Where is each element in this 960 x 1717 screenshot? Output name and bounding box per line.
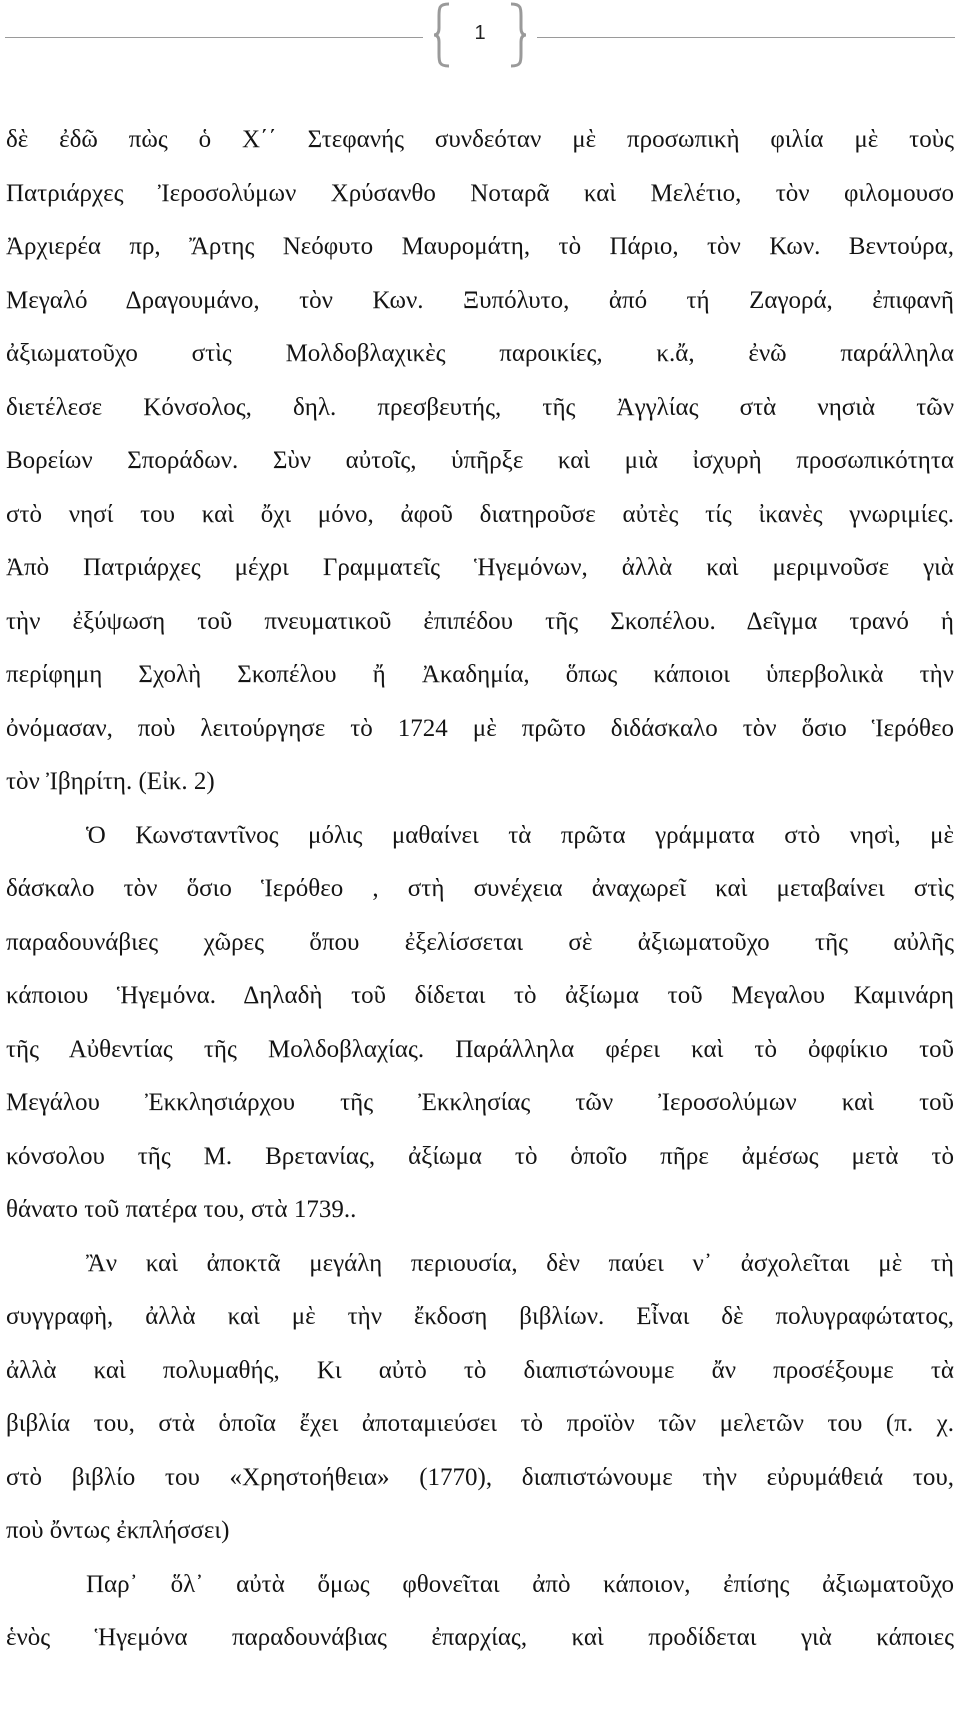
text-line: παραδουνάβιες χῶρες ὅπου ἐξελίσσεται σὲ ἀξιωματοῦχο τῆς αὐλῆς — [6, 928, 954, 956]
text-line: Ὁ Κωνσταντῖνος μόλις μαθαίνει τὰ πρῶτα γράμματα στὸ νησὶ, μὲ — [86, 821, 954, 849]
header-rule-left — [5, 37, 423, 38]
text-line: δὲ ἐδῶ πὼς ὁ Χ΄΄ Στεφανής συνδεόταν μὲ προσωπικὴ φιλία μὲ τοὺς — [6, 126, 954, 153]
header-rule-right — [537, 37, 955, 38]
text-line: ποὺ ὄντως ἐκπλήσσει) — [6, 1517, 230, 1544]
text-line: Μεγαλό Δραγουμάνο, τὸν Κων. Ξυπόλυτο, ἀπό τή Ζαγορά, ἐπιφανῆ — [6, 286, 954, 314]
text-line: περίφημη Σχολὴ Σκοπέλου ἤ Ἀκαδημία, ὅπως κάποιοι ὑπερβολικὰ τὴν — [6, 661, 954, 688]
text-line: θάνατο τοῦ πατέρα του, στὰ 1739.. — [6, 1196, 357, 1223]
text-line: δάσκαλο τὸν ὅσιο Ἱερόθεο , στὴ συνέχεια ἀναχωρεῖ καὶ μεταβαίνει στὶς — [6, 875, 954, 902]
text-line: Βορείων Σποράδων. Σὺν αὐτοῖς, ὑπῆρξε καὶ μιὰ ἰσχυρὴ προσωπικότητα — [6, 447, 954, 474]
text-line: κάποιου Ἡγεμόνα. Δηλαδὴ τοῦ δίδεται τὸ ἀξίωμα τοῦ Μεγαλου Καμινάρη — [6, 982, 954, 1009]
text-line: τὸν Ἰβηρίτη. (Εἰκ. 2) — [6, 768, 215, 795]
text-line: τῆς Αὐθεντίας τῆς Μολδοβλαχίας. Παράλληλα φέρει καὶ τὸ ὀφφίκιο τοῦ — [6, 1035, 954, 1063]
page-header — [0, 0, 960, 80]
text-line: ἀξιωματοῦχο στὶς Μολδοβλαχικὲς παροικίες, κ.ἄ, ἐνῶ παράλληλα — [6, 340, 954, 367]
text-line: κόνσολου τῆς Μ. Βρετανίας, ἀξίωμα τὸ ὁποῖο πῆρε ἀμέσως μετὰ τὸ — [6, 1142, 954, 1170]
text-line: διετέλεσε Κόνσολος, δηλ. πρεσβευτής, τῆς Ἀγγλίας στὰ νησιὰ τῶν — [6, 393, 954, 421]
text-line: στὸ βιβλίο του «Χρηστοήθεια» (1770), διαπιστώνουμε τὴν εὐρυμάθειά του, — [6, 1463, 954, 1491]
text-line: βιβλία του, στὰ ὁποῖα ἔχει ἀποταμιεύσει τὸ προϊὸν τῶν μελετῶν του (π. χ. — [6, 1410, 954, 1437]
page-number-bracket — [433, 2, 527, 68]
text-line: Ἀρχιερέα πρ, Ἄρτης Νεόφυτο Μαυρομάτη, τὸ Πάριο, τὸν Κων. Βεντούρα, — [6, 233, 954, 260]
body-text — [6, 113, 954, 1665]
text-line: ἑνὸς Ἡγεμόνα παραδουνάβιας ἐπαρχίας, καὶ προδίδεται γιὰ κάποιες — [6, 1624, 954, 1651]
page-number: 1 — [474, 22, 486, 44]
text-line: ὀνόμασαν, ποὺ λειτούργησε τὸ 1724 μὲ πρῶτο διδάσκαλο τὸν ὅσιο Ἱερόθεο — [6, 714, 954, 742]
text-line: Μεγάλου Ἐκκλησιάρχου τῆς Ἐκκλησίας τῶν Ἰεροσολύμων καὶ τοῦ — [6, 1089, 954, 1116]
text-line: συγγραφὴ, ἀλλὰ καὶ μὲ τὴν ἔκδοση βιβλίων. Εἶναι δὲ πολυγραφώτατος, — [6, 1303, 954, 1330]
text-line: Παρ᾽ ὅλ᾽ αὐτὰ ὅμως φθονεῖται ἀπὸ κάποιον, ἐπίσης ἀξιωματοῦχο — [86, 1570, 954, 1598]
text-line: στὸ νησί του καὶ ὄχι μόνο, ἀφοῦ διατηροῦσε αὐτὲς τίς ἰκανὲς γνωριμίες. — [6, 500, 954, 528]
text-line: Πατριάρχες Ἰεροσολύμων Χρύσανθο Νοταρᾶ καὶ Μελέτιο, τὸν φιλομουσο — [6, 179, 954, 207]
text-line: Ἂν καὶ ἀποκτᾶ μεγάλη περιουσία, δὲν παύει ν᾽ ἀσχολεῖται μὲ τὴ — [86, 1249, 954, 1277]
text-line: τὴν ἐξύψωση τοῦ πνευματικοῦ ἐπιπέδου τῆς Σκοπέλου. Δεῖγμα τρανό ἡ — [6, 607, 954, 635]
text-line: Ἀπὸ Πατριάρχες μέχρι Γραμματεῖς Ἡγεμόνων, ἀλλὰ καὶ μεριμνοῦσε γιὰ — [6, 554, 954, 581]
text-line: ἀλλὰ καὶ πολυμαθής, Κι αὐτὸ τὸ διαπιστώνουμε ἄν προσέξουμε τὰ — [6, 1356, 954, 1384]
